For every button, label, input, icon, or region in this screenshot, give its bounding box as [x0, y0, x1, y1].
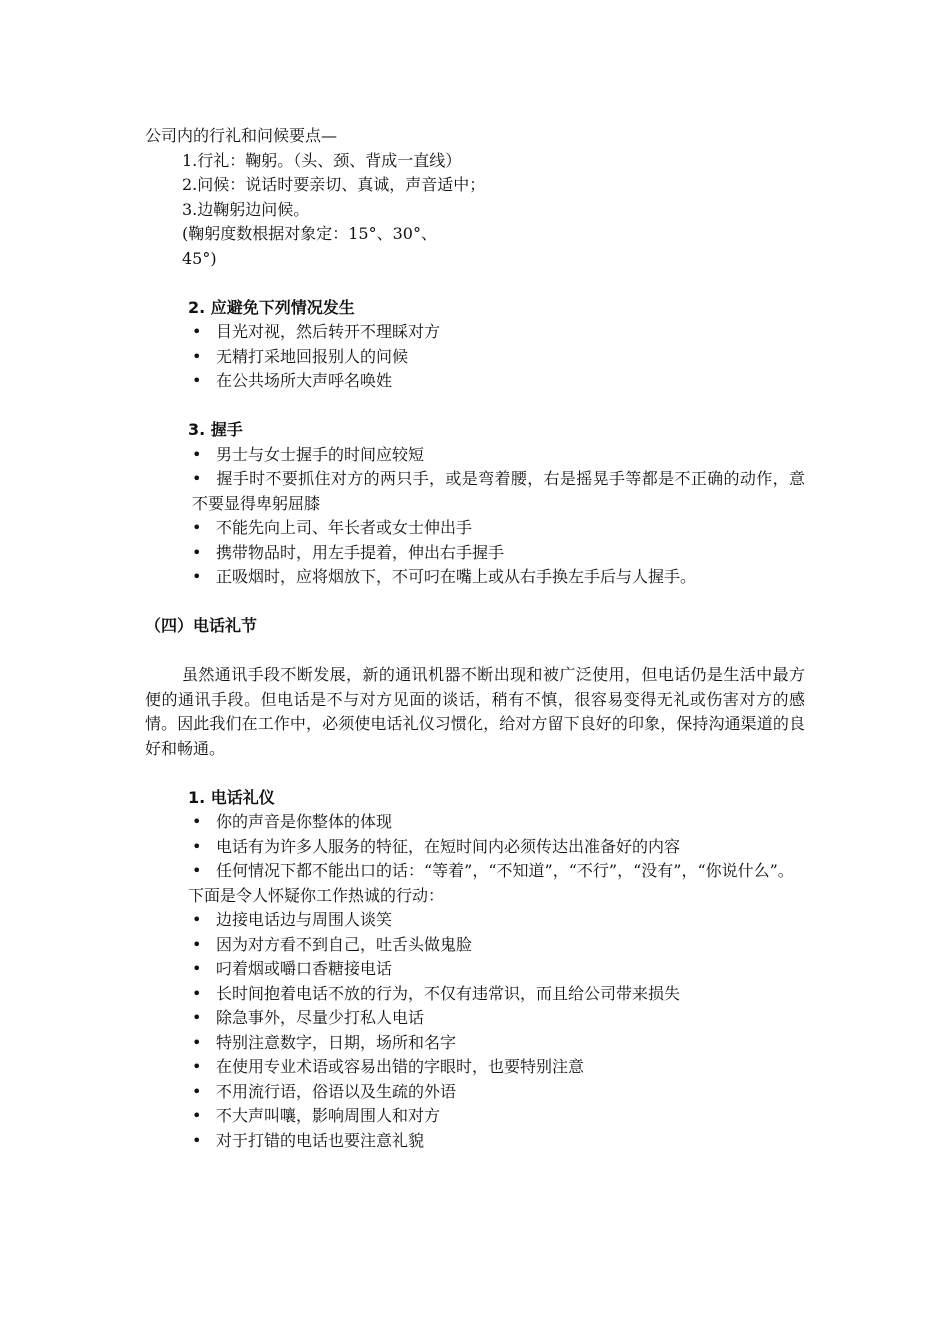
list-item [145, 565, 805, 590]
list-item-text: 在公共场所大声呼名唤姓 [216, 371, 393, 390]
bullet-icon: • [192, 371, 202, 390]
list-item-text: 除急事外，尽量少打私人电话 [216, 1008, 425, 1027]
intro-item: (鞠躬度数根据对象定：15°、30°、 [182, 224, 437, 243]
handshake-heading: 3. 握手 [188, 420, 243, 439]
bullet-icon: • [192, 567, 202, 586]
bullet-icon: • [192, 959, 202, 978]
list-item [145, 1080, 805, 1105]
list-item-text: 电话有为许多人服务的特征，在短时间内必须传达出准备好的内容 [216, 836, 681, 856]
list-item [145, 835, 805, 860]
list-item [145, 345, 805, 370]
list-item [145, 957, 805, 982]
bullet-icon: • [192, 542, 202, 562]
list-item [145, 1129, 805, 1154]
list-item-text: 不用流行语，俗语以及生疏的外语 [216, 1081, 457, 1101]
list-item-text: 无精打采地回报别人的问候 [216, 346, 409, 366]
bullet-icon: • [192, 1130, 202, 1150]
bullet-icon: • [192, 861, 202, 880]
document-page [145, 124, 805, 1153]
list-item [145, 443, 805, 468]
paragraph-text: 虽然通讯手段不断发展，新的通讯机器不断出现和被广泛使用，但电话仍是生活中最方便的通讯手段。但电话是不与对方见面的谈话，稍有不慎，很容易变得无礼或伤害对方的感情。因此我们在工作中，必须使电话礼仪习惯化，给对方留下良好的印象，保持沟通渠道的良好和畅通。 [145, 665, 805, 758]
list-item-text: 握手时不要抓住对方的两只手，或是弯着腰，右是摇晃手等都是不正确的动作，意不要显得卑躬屈膝 [192, 469, 805, 513]
list-item [145, 320, 805, 345]
bullet-icon: • [192, 812, 202, 831]
list-item-text: 不大声叫嚷，影响周围人和对方 [216, 1106, 441, 1125]
list-item [145, 369, 805, 394]
list-item-text: 边接电话边与周围人谈笑 [216, 910, 393, 929]
list-item [145, 541, 805, 566]
list-item [145, 1006, 805, 1031]
list-item [145, 1104, 805, 1129]
list-item [145, 982, 805, 1007]
intro-item: 3.边鞠躬边问候。 [182, 199, 310, 219]
intro-title: 公司内的行礼和问候要点— [145, 126, 338, 145]
phone-paragraph [145, 663, 805, 761]
list-item-text: 在使用专业术语或容易出错的字眼时，也要特别注意 [216, 1057, 585, 1076]
phone-section-title: （四）电话礼节 [145, 616, 258, 635]
bullet-icon: • [192, 1106, 202, 1125]
list-item [145, 859, 805, 884]
bullet-icon: • [192, 322, 202, 341]
doubt-intro: 下面是令人怀疑你工作热诚的行动： [188, 885, 445, 905]
list-item [145, 810, 805, 835]
list-item-text: 携带物品时，用左手提着，伸出右手握手 [216, 542, 505, 562]
bullet-icon: • [192, 1032, 202, 1052]
avoid-heading: 2. 应避免下列情况发生 [188, 297, 355, 317]
list-item [145, 933, 805, 958]
bullet-icon: • [192, 983, 202, 1003]
bullet-icon: • [192, 469, 202, 488]
list-item-text: 长时间抱着电话不放的行为，不仅有违常识，而且给公司带来损失 [216, 983, 681, 1003]
list-item-text: 特别注意数字，日期，场所和名字 [216, 1032, 457, 1052]
intro-item: 1.行礼：鞠躬。（头、颈、背成一直线） [182, 150, 462, 170]
bullet-icon: • [192, 910, 202, 929]
list-item [145, 1031, 805, 1056]
list-item-text: 目光对视，然后转开不理睬对方 [216, 322, 441, 341]
list-item-text: 叼着烟或嚼口香糖接电话 [216, 959, 393, 978]
list-item-text: 男士与女士握手的时间应较短 [216, 444, 425, 464]
bullet-icon: • [192, 934, 202, 954]
list-item-text: 对于打错的电话也要注意礼貌 [216, 1130, 425, 1150]
list-item [145, 467, 805, 516]
bullet-icon: • [192, 1081, 202, 1101]
list-item-text: 不能先向上司、年长者或女士伸出手 [216, 518, 473, 537]
list-item [145, 908, 805, 933]
etiquette-heading: 1. 电话礼仪 [188, 787, 275, 807]
list-item [145, 1055, 805, 1080]
bullet-icon: • [192, 1008, 202, 1027]
list-item [145, 516, 805, 541]
bullet-icon: • [192, 836, 202, 856]
intro-item: 45°) [182, 248, 217, 268]
intro-item: 2.问候：说话时要亲切、真诚，声音适中； [182, 175, 486, 194]
list-item-text: 你的声音是你整体的体现 [216, 812, 393, 831]
bullet-icon: • [192, 1057, 202, 1076]
bullet-icon: • [192, 518, 202, 537]
list-item-text: 正吸烟时，应将烟放下，不可叼在嘴上或从右手换左手后与人握手。 [216, 567, 697, 586]
bullet-icon: • [192, 444, 202, 464]
bullet-icon: • [192, 346, 202, 366]
list-item-text: 任何情况下都不能出口的话：“等着”，“不知道”，“不行”，“没有”，“你说什么”。 [216, 861, 794, 880]
list-item-text: 因为对方看不到自己，吐舌头做鬼脸 [216, 934, 473, 954]
